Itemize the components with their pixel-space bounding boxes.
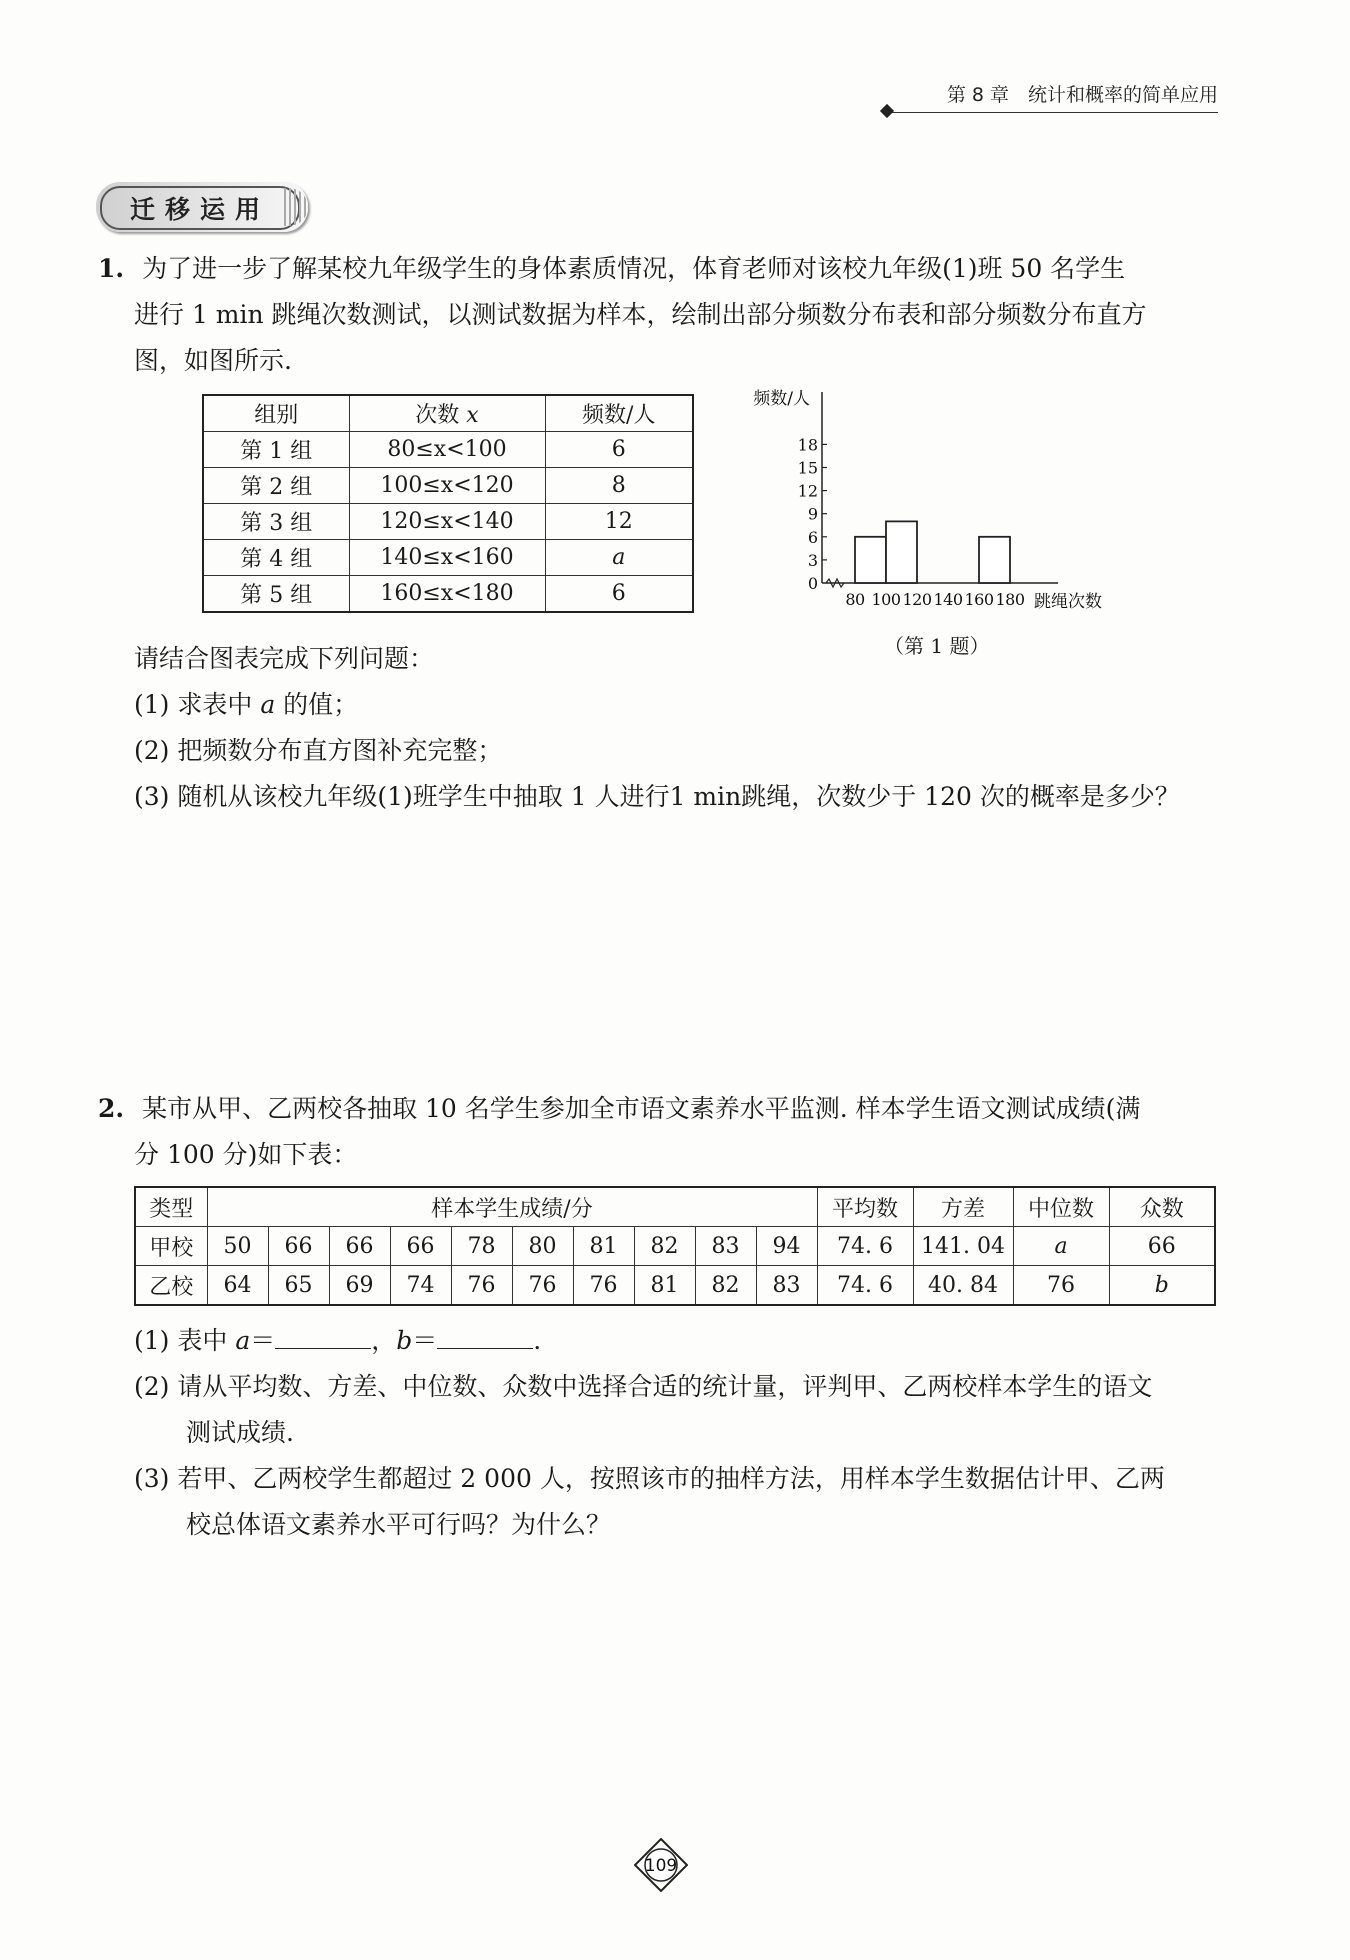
mean-cell: 74. 6: [817, 1266, 913, 1306]
answer-blank-a[interactable]: [275, 1322, 371, 1349]
score-cell: 50: [207, 1227, 268, 1266]
y-tick-label: 12: [797, 481, 818, 501]
header-cell: 样本学生成绩/分: [207, 1187, 817, 1227]
page-number-badge: [634, 1838, 688, 1892]
y-tick-label: 3: [807, 550, 818, 570]
freq-cell: 6: [545, 432, 693, 468]
section-title: 迁移运用: [100, 186, 300, 230]
q2-score-table: [134, 1186, 1216, 1306]
group-cell: 第 5 组: [203, 576, 349, 613]
score-cell: 69: [329, 1266, 390, 1306]
score-cell: 81: [573, 1227, 634, 1266]
freq-cell: 6: [545, 576, 693, 613]
header-cell: 平均数: [817, 1187, 913, 1227]
q1-sub2: (2) 把频数分布直方图补充完整；: [134, 736, 503, 765]
table-row: [203, 576, 693, 613]
freq-cell: 8: [545, 468, 693, 504]
school-cell: 甲校: [135, 1227, 207, 1266]
header-cell: 方差: [913, 1187, 1013, 1227]
chapter-header: 第 8 章 统计和概率的简单应用: [946, 84, 1218, 106]
score-cell: 82: [634, 1227, 695, 1266]
x-tick-label: 160: [964, 590, 994, 609]
q1-number: 1.: [98, 254, 125, 283]
range-cell: 100≤x<120: [349, 468, 545, 504]
score-cell: 66: [329, 1227, 390, 1266]
header-cell: 组别: [203, 395, 349, 432]
score-cell: 66: [390, 1227, 451, 1266]
score-cell: 81: [634, 1266, 695, 1306]
range-cell: 140≤x<160: [349, 540, 545, 576]
q1-frequency-table: [202, 394, 694, 613]
group-cell: 第 1 组: [203, 432, 349, 468]
y-tick-label: 18: [797, 435, 818, 455]
median-cell: a: [1013, 1227, 1109, 1266]
score-cell: 83: [756, 1266, 817, 1306]
header-cell: 众数: [1109, 1187, 1215, 1227]
score-cell: 78: [451, 1227, 512, 1266]
variance-cell: 40. 84: [913, 1266, 1013, 1306]
x-tick-label: 180: [995, 590, 1025, 609]
range-cell: 80≤x<100: [349, 432, 545, 468]
q2-sub3-line2: 校总体语文素养水平可行吗？为什么？: [186, 1510, 612, 1539]
score-cell: 66: [268, 1227, 329, 1266]
q2-line1: [98, 1086, 1140, 1132]
y-tick-label: 6: [807, 527, 818, 547]
q2-text-line1: 某市从甲、乙两校各抽取 10 名学生参加全市语文素养水平监测. 样本学生语文测试成绩(满: [142, 1094, 1141, 1123]
group-cell: 第 3 组: [203, 504, 349, 540]
score-cell: 74: [390, 1266, 451, 1306]
score-cell: 82: [695, 1266, 756, 1306]
x-tick-label: 140: [933, 590, 963, 609]
x-tick-label: 80: [845, 590, 865, 609]
score-cell: 64: [207, 1266, 268, 1306]
y-tick-label: 0: [807, 574, 818, 593]
q1-sub3: (3) 随机从该校九年级(1)班学生中抽取 1 人进行1 min跳绳，次数少于 120 次的概率是多少？: [134, 782, 1180, 811]
y-tick-label: 9: [807, 504, 818, 524]
x-tick-label: 120: [902, 590, 932, 609]
score-cell: 83: [695, 1227, 756, 1266]
table-row: [135, 1266, 1215, 1306]
q2-number: 2.: [98, 1094, 125, 1123]
table-row: [135, 1227, 1215, 1266]
score-cell: 65: [268, 1266, 329, 1306]
score-cell: 76: [573, 1266, 634, 1306]
variance-cell: 141. 04: [913, 1227, 1013, 1266]
group-cell: 第 4 组: [203, 540, 349, 576]
range-cell: 160≤x<180: [349, 576, 545, 613]
score-cell: 80: [512, 1227, 573, 1266]
school-cell: 乙校: [135, 1266, 207, 1306]
q1-sub1: (1) 求表中 a 的值；: [134, 690, 359, 719]
table-header-row: [203, 395, 693, 432]
q1-line2: 进行 1 min 跳绳次数测试，以测试数据为样本，绘制出部分频数分布表和部分频数分布直方: [134, 300, 1147, 329]
table-row: [203, 432, 693, 468]
header-rule: [888, 112, 1218, 113]
y-axis-label: 频数/人: [753, 389, 810, 409]
table-row: [203, 468, 693, 504]
group-cell: 第 2 组: [203, 468, 349, 504]
q1-line1: [98, 246, 1125, 292]
score-cell: 76: [451, 1266, 512, 1306]
header-cell: 中位数: [1013, 1187, 1109, 1227]
q2-sub2-line2: 测试成绩.: [186, 1418, 294, 1447]
header-cell: 频数/人: [545, 395, 693, 432]
mode-cell: b: [1109, 1266, 1215, 1306]
histogram-bar: [886, 521, 917, 583]
figure-caption: （第 1 题）: [884, 634, 990, 658]
median-cell: 76: [1013, 1266, 1109, 1306]
q1-line3: 图，如图所示.: [134, 346, 292, 375]
page-number: 109: [644, 1856, 678, 1876]
answer-blank-b[interactable]: [437, 1322, 533, 1349]
header-diamond-icon: [880, 104, 894, 118]
table-header-row: [135, 1187, 1215, 1227]
header-cell: 类型: [135, 1187, 207, 1227]
range-cell: 120≤x<140: [349, 504, 545, 540]
q2-sub1: (1) 表中 a＝ ，b＝ .: [134, 1318, 541, 1364]
section-badge: [96, 182, 308, 232]
histogram-bar: [979, 537, 1010, 583]
mean-cell: 74. 6: [817, 1227, 913, 1266]
q1-prompt: 请结合图表完成下列问题：: [134, 644, 435, 673]
header-cell: 次数 x: [349, 395, 545, 432]
mode-cell: 66: [1109, 1227, 1215, 1266]
q1-text-line1: 为了进一步了解某校九年级学生的身体素质情况，体育老师对该校九年级(1)班 50 名学生: [142, 254, 1126, 283]
x-tick-label: 100: [871, 590, 901, 609]
q2-sub2-line1: (2) 请从平均数、方差、中位数、众数中选择合适的统计量，评判甲、乙两校样本学生的语文: [134, 1372, 1153, 1401]
badge-stripes-decoration: [284, 188, 308, 226]
x-axis-label: 跳绳次数: [1034, 592, 1102, 612]
score-cell: 94: [756, 1227, 817, 1266]
freq-cell: a: [545, 540, 693, 576]
score-cell: 76: [512, 1266, 573, 1306]
histogram-bar: [855, 537, 886, 583]
q1-histogram: [740, 380, 1120, 620]
q2-line2: 分 100 分)如下表：: [134, 1140, 358, 1169]
table-row: [203, 540, 693, 576]
table-row: [203, 504, 693, 540]
y-tick-label: 15: [797, 458, 818, 478]
q2-sub3-line1: (3) 若甲、乙两校学生都超过 2 000 人，按照该市的抽样方法，用样本学生数据估计甲、乙两: [134, 1464, 1165, 1493]
freq-cell: 12: [545, 504, 693, 540]
